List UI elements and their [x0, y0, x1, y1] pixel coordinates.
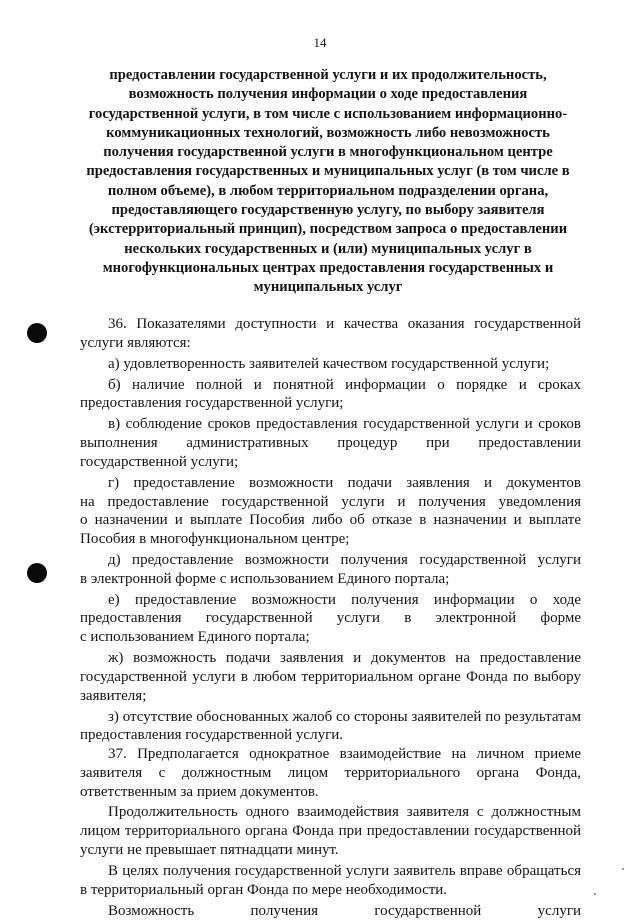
- paragraph-line: а) удовлетворенность заявителей качеством государственной услуги;: [108, 355, 550, 372]
- paragraph-line: выполнения административных процедур при предоставлении: [80, 435, 581, 452]
- paragraph-line: предоставления государственной услуги в электронной форме: [80, 610, 581, 627]
- punch-hole: [27, 323, 47, 343]
- paragraph-line: з) отсутствие обоснованных жалоб со стороны заявителей по результатам: [108, 708, 581, 725]
- heading-line: предоставления государственных и муниципальных услуг (в том числе в: [86, 163, 570, 180]
- heading-line: получения государственной услуги в многофункциональном центре: [103, 144, 553, 161]
- paragraph-line: в) соблюдение сроков предоставления государственной услуги и сроков: [108, 416, 581, 433]
- scan-speck: [594, 893, 596, 895]
- heading-line: предоставляющего государственную услугу, по выбору заявителя: [111, 202, 545, 219]
- paragraph-line: государственной услуги в любом территориальном органе Фонда по выбору: [80, 668, 581, 685]
- paragraph-line: на предоставление государственной услуги и получения уведомления: [80, 493, 581, 510]
- paragraph-line: государственной услуги;: [80, 453, 239, 470]
- heading-line: (экстерриториальный принцип), посредством запроса о предоставлении: [88, 221, 568, 238]
- paragraph-line: д) предоставление возможности получения государственной услуги: [108, 551, 581, 568]
- paragraph-line: 36. Показателями доступности и качества оказания государственной: [108, 316, 581, 332]
- page-number: 14: [313, 35, 327, 50]
- heading-line: нескольких государственных и (или) муниципальных услуг в: [124, 240, 532, 257]
- paragraph-line: заявителя;: [80, 687, 147, 704]
- body-text: [80, 315, 581, 920]
- paragraph-line: услуги не превышает пятнадцати минут.: [80, 841, 339, 858]
- paragraph-line: Продолжительность одного взаимодействия заявителя с должностным: [108, 804, 581, 821]
- heading-line: государственной услуги, в том числе с использованием информационно-: [88, 105, 568, 122]
- paragraph-line: заявителя с должностным лицом территориального органа Фонда,: [80, 764, 581, 781]
- heading-line: многофункциональных центрах предоставления государственных и: [102, 259, 554, 276]
- paragraph-line: В целях получения государственной услуги заявитель вправе обращаться: [108, 862, 581, 879]
- section-heading: [60, 66, 596, 298]
- paragraph-line: 37. Предполагается однократное взаимодействие на личном приеме: [108, 746, 581, 762]
- paragraph-line: г) предоставление возможности подачи заявления и документов: [108, 474, 581, 491]
- heading-line: муниципальных услуг: [253, 279, 403, 296]
- heading-line: возможность получения информации о ходе предоставления: [128, 86, 528, 103]
- heading-line: полном объеме), в любом территориальном подразделении органа,: [107, 182, 549, 199]
- paragraph-line: предоставления государственной услуги.: [80, 727, 344, 744]
- paragraph-line: Возможность получения государственной услуги: [108, 902, 581, 919]
- paragraph-line: ответственным за прием документов.: [80, 783, 319, 800]
- paragraph-line: услуги являются:: [80, 334, 191, 351]
- paragraph-line: в территориальный орган Фонда по мере необходимости.: [80, 881, 448, 898]
- scan-speck: [622, 868, 624, 870]
- paragraph-line: б) наличие полной и понятной информации о порядке и сроках: [108, 376, 581, 393]
- paragraph-line: предоставления государственной услуги;: [80, 395, 344, 412]
- heading-line: коммуникационных технологий, возможность либо невозможность: [106, 124, 550, 141]
- paragraph-line: е) предоставление возможности получения информации о ходе: [108, 591, 581, 608]
- paragraph-line: в электронной форме с использованием Единого портала;: [80, 570, 450, 587]
- paragraph-line: о назначении и выплате Пособия либо об отказе в назначении и выплате: [80, 512, 581, 529]
- paragraph-line: ж) возможность подачи заявления и документов на предоставление: [108, 650, 581, 667]
- heading-line: предоставлении государственной услуги и их продолжительность,: [109, 67, 547, 83]
- punch-hole: [27, 563, 47, 583]
- paragraph-line: Пособия в многофункциональном центре;: [80, 531, 350, 547]
- paragraph-line: с использованием Единого портала;: [80, 629, 310, 646]
- paragraph-line: лицом территориального органа Фонда при предоставлении государственной: [80, 823, 581, 840]
